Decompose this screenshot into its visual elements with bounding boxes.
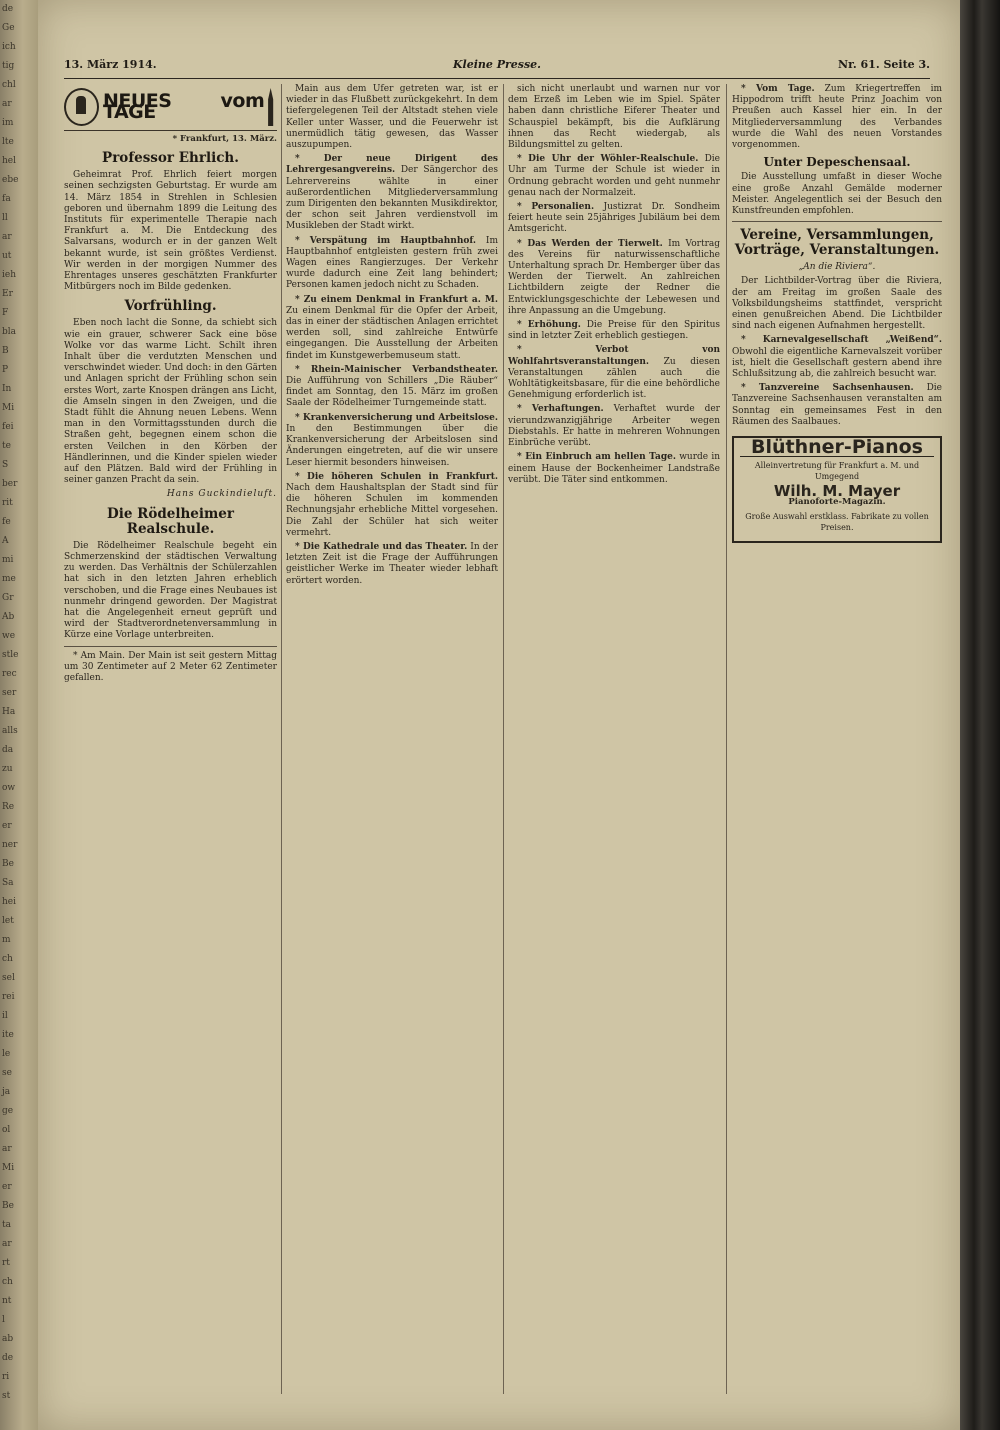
article-signature: Hans Guckindieluft. bbox=[166, 489, 277, 500]
item-tanzvereine bbox=[732, 383, 942, 428]
item-verhaftungen bbox=[508, 404, 720, 449]
item-tierwelt-title: * Das Werden der Tierwelt. bbox=[517, 238, 663, 249]
newspaper-page bbox=[38, 0, 960, 1430]
margin-fragment: fa bbox=[2, 194, 11, 204]
margin-fragment: hel bbox=[2, 156, 17, 166]
item-uhr bbox=[508, 154, 720, 199]
header-paper-title: Kleine Presse. bbox=[452, 58, 542, 71]
advertisement-bluethner bbox=[732, 436, 942, 542]
margin-fragment: rec bbox=[2, 669, 17, 679]
item-kathedrale-title: * Die Kathedrale und das Theater. bbox=[295, 541, 468, 552]
item-denkmal-body: Zu einem Denkmal für die Opfer der Arbeit, das in einer der städtischen Anlagen errichtet werden soll, sind zahlreiche Entwürfe eingegangen. Die Ausstellung der Arbeiten findet im Kunstgewerbemuseum statt. bbox=[286, 305, 498, 361]
item-vom-tage-body: Zum Kriegertreffen im Hippodrom trifft heute Prinz Joachim von Preußen auch Kassel hier ein. In der Mitgliederversammlung des Verbandes wurde die Wahl des neuen Vorstandes vorgenommen. bbox=[732, 84, 942, 151]
item-schulen-body: Nach dem Haushaltsplan der Stadt sind für die höheren Schulen im kommenden Rechnungsjahr erhebliche Mittel vorgesehen. Die Zahl der Schüler hat sich weiter vermehrt. bbox=[286, 482, 498, 538]
item-erhoehung-body: Die Preise für den Spiritus sind in letzter Zeit erheblich gestiegen. bbox=[508, 320, 720, 342]
margin-fragment: il bbox=[2, 1011, 8, 1021]
article-vorfruehling-body: Eben noch lacht die Sonne, da schiebt sich wie ein grauer, schwerer Sack eine böse Wolke vor das warme Licht. Schilt ihren Inhalt über die verdutzten Menschen und verschwindet wieder. Und doch: in den Gärten und Anlagen spricht der Frühling schon sein erstes Wort, zarte Knospen drängen ans Licht, die Amseln singen in den Zweigen, und die Stadt fühlt die Ahnung neuen Lebens. Wenn man in den Vormittagsstunden durch die Straßen geht, begegnen einem schon die ersten Veilchen in den Körben der Händlerinnen, und die Kinder spielen wieder auf den Plätzen. Bald wird der Frühling in seiner ganzen Pracht da sein. bbox=[64, 318, 277, 486]
margin-fragment: zu bbox=[2, 764, 13, 774]
margin-fragment: fei bbox=[2, 422, 14, 432]
margin-fragment: A bbox=[2, 536, 9, 546]
margin-fragment: ar bbox=[2, 99, 12, 109]
margin-fragment: alls bbox=[2, 726, 18, 736]
headline-depeschensaal: Unter Depeschensaal. bbox=[763, 155, 911, 170]
page-header bbox=[64, 56, 930, 79]
item-vom-tage bbox=[732, 84, 942, 151]
item-wohlfahrt-body: Zu diesen Veranstaltungen zählen auch die Wohltätigkeitsbasare, für die eine behördliche Genehmigung erforderlich ist. bbox=[508, 356, 720, 401]
margin-fragment: ar bbox=[2, 1239, 12, 1249]
item-hauptbahnhof bbox=[286, 236, 498, 292]
item-krankenversicherung-title: * Krankenversicherung und Arbeitslose. bbox=[295, 412, 498, 423]
margin-fragment: In bbox=[2, 384, 12, 394]
book-binding-edge bbox=[960, 0, 1000, 1430]
margin-fragment: tig bbox=[2, 61, 15, 71]
margin-fragment: ar bbox=[2, 1144, 12, 1154]
masthead-title: NEUES vom TAGE bbox=[102, 89, 265, 123]
item-karneval-body: Obwohl die eigentliche Karnevalszeit vorüber ist, hielt die Gesellschaft gestern abend ihre Schlußsitzung ab, die zahlreich besucht war. bbox=[732, 346, 942, 380]
divider bbox=[732, 221, 942, 222]
margin-fragment: let bbox=[2, 916, 14, 926]
margin-fragment: ser bbox=[2, 688, 17, 698]
margin-fragment: Ha bbox=[2, 707, 16, 717]
ad-firm: Wilh. M. Mayer bbox=[773, 481, 901, 500]
margin-fragment: me bbox=[2, 574, 16, 584]
margin-fragment: mi bbox=[2, 555, 14, 565]
item-theater-title: * Rhein-Mainischer Verbandstheater. bbox=[295, 364, 498, 375]
item-uhr-title: * Die Uhr der Wöhler-Realschule. bbox=[517, 154, 699, 165]
margin-fragment: im bbox=[2, 118, 14, 128]
margin-fragment: Sa bbox=[2, 878, 14, 888]
article-ehrlich-body: Geheimrat Prof. Ehrlich feiert morgen seinen sechzigsten Geburtstag. Er wurde am 14. März 1854 in Strehlen in Schlesien geboren und übernahm 1899 die Leitung des Instituts für experimentelle Therapie nach Frankfurt a. M. Die Entdeckung des Salvarsans, wodurch er in der ganzen Welt bekannt wurde, ist sein größtes Verdienst. Wir werden in der morgigen Nummer des Ehrentages unseres geschätzten Frankfurter Mitbürgers noch im Bilde gedenken. bbox=[64, 170, 277, 293]
column-2 bbox=[286, 84, 498, 1394]
margin-fragment: ab bbox=[2, 1334, 14, 1344]
section-vereine-subtitle: „An die Riviera“. bbox=[798, 262, 876, 273]
header-page-number: Nr. 61. Seite 3. bbox=[838, 58, 930, 71]
margin-fragment: le bbox=[2, 1049, 11, 1059]
city-crest-icon bbox=[64, 88, 99, 126]
item-kathedrale-body: In der letzten Zeit ist die Frage der Aufführungen geistlicher Werke im Theater wieder lebhaft erörtert worden. bbox=[286, 541, 498, 586]
margin-fragment: m bbox=[2, 935, 11, 945]
margin-fragment: bla bbox=[2, 327, 17, 337]
headline-vereine: Vereine, Versammlungen, Vorträge, Veranstaltungen. bbox=[734, 227, 940, 259]
divider bbox=[64, 646, 277, 647]
margin-fragment: we bbox=[2, 631, 16, 641]
column-rule bbox=[281, 84, 282, 1394]
margin-fragment: Re bbox=[2, 802, 15, 812]
margin-fragment: S bbox=[2, 460, 9, 470]
margin-fragment: Mi bbox=[2, 403, 15, 413]
headline-realschule: Die Rödelheimer Realschule. bbox=[106, 505, 235, 537]
column-rule bbox=[726, 84, 727, 1394]
margin-fragment: ol bbox=[2, 1125, 11, 1135]
headline-ehrlich: Professor Ehrlich. bbox=[102, 150, 239, 167]
margin-fragment: Er bbox=[2, 289, 13, 299]
item-einbruch bbox=[508, 452, 720, 486]
margin-fragment: sel bbox=[2, 973, 15, 983]
margin-fragment: ch bbox=[2, 1277, 13, 1287]
article-realschule-body: Die Rödelheimer Realschule begeht ein Schmerzenskind der städtischen Verwaltung zu werden. Das Verhältnis der Schülerzahlen hat sich in den letzten Jahren erheblich verschoben, und die Frage eines Neubaues ist nunmehr dringend geworden. Der Magistrat hat die Angelegenheit erneut geprüft und wird der Stadtverordnetenversammlung in Kürze eine Vorlage unterbreiten. bbox=[64, 540, 277, 641]
margin-fragment: ta bbox=[2, 1220, 11, 1230]
item-kathedrale bbox=[286, 542, 498, 587]
margin-fragment: ite bbox=[2, 1030, 14, 1040]
margin-fragment: ge bbox=[2, 1106, 14, 1116]
article-continued-body: sich nicht unerlaubt und warnen nur vor dem Erzeß im Leben wie im Spiel. Später haben dann christliche Eiferer Theater und Schauspiel bekämpft, bis die Aufklärung ihnen das Recht wiedergab, als Bildungsmittel zu gelten. bbox=[508, 84, 720, 151]
margin-fragment: st bbox=[2, 1391, 11, 1401]
column-rule bbox=[503, 84, 504, 1394]
item-tierwelt-body: Im Vortrag des Vereins für naturwissenschaftliche Unterhaltung sprach Dr. Hemberger über das Werden der Tierwelt. An zahlreichen Lichtbildern zeigte der Redner die Entwicklungsgeschichte der Lebewesen und ihre Anpassung an die Umgebung. bbox=[508, 238, 720, 316]
margin-fragment: rei bbox=[2, 992, 15, 1002]
item-krankenversicherung bbox=[286, 413, 498, 469]
margin-fragment: er bbox=[2, 1182, 12, 1192]
margin-fragment: hei bbox=[2, 897, 17, 907]
ad-category: Pianoforte-Magazin. bbox=[788, 496, 886, 507]
margin-fragment: Be bbox=[2, 859, 14, 869]
margin-fragment: nt bbox=[2, 1296, 12, 1306]
margin-fragment: ch bbox=[2, 954, 13, 964]
headline-vorfruehling: Vorfrühling. bbox=[124, 298, 217, 315]
margin-fragment: lte bbox=[2, 137, 14, 147]
item-wohlfahrt-title: * Verbot von Wohlfahrtsveranstaltungen. bbox=[508, 345, 720, 367]
item-hauptbahnhof-body: Im Hauptbahnhof entgleisten gestern früh zwei Wagen eines Rangierzuges. Der Verkehr wurde dadurch eine Zeit lang behindert; Personen kamen jedoch nicht zu Schaden. bbox=[286, 235, 498, 291]
item-erhoehung-title: * Erhöhung. bbox=[517, 320, 581, 331]
column-1 bbox=[64, 84, 277, 1394]
margin-fragment: chl bbox=[2, 80, 16, 90]
ad-brand: Blüthner-Pianos bbox=[740, 442, 934, 457]
item-hauptbahnhof-title: * Verspätung im Hauptbahnhof. bbox=[295, 235, 477, 246]
item-denkmal-title: * Zu einem Denkmal in Frankfurt a. M. bbox=[295, 294, 498, 305]
header-date: 13. März 1914. bbox=[64, 58, 157, 71]
brief-main: * Am Main. Der Main ist seit gestern Mittag um 30 Zentimeter auf 2 Meter 62 Zentimeter gefallen. bbox=[64, 650, 277, 683]
item-schulen bbox=[286, 472, 498, 539]
margin-fragment: te bbox=[2, 441, 11, 451]
item-uhr-body: Die Uhr am Turme der Schule ist wieder in Ordnung gebracht worden und geht nunmehr genau nach der Normalzeit. bbox=[508, 154, 720, 198]
margin-fragment: ri bbox=[2, 1372, 10, 1382]
item-wohlfahrt bbox=[508, 345, 720, 401]
margin-fragment: l bbox=[2, 1315, 5, 1325]
masthead bbox=[64, 84, 277, 131]
margin-fragment: Mi bbox=[2, 1163, 15, 1173]
item-verhaftungen-body: Verhaftet wurde der vierundzwanzigjährige Arbeiter wegen Diebstahls. Er hatte in mehreren Wohnungen Einbrüche verübt. bbox=[508, 404, 720, 449]
item-erhoehung bbox=[508, 320, 720, 342]
item-verhaftungen-title: * Verhaftungen. bbox=[517, 404, 604, 415]
margin-fragment: rt bbox=[2, 1258, 10, 1268]
margin-fragment: ow bbox=[2, 783, 16, 793]
margin-fragment: se bbox=[2, 1068, 12, 1078]
item-einbruch-body: wurde in einem Hause der Bockenheimer Landstraße verübt. Die Täter sind entkommen. bbox=[508, 452, 720, 485]
column-3 bbox=[508, 84, 720, 1394]
margin-fragment: P bbox=[2, 365, 9, 375]
margin-fragment: de bbox=[2, 1353, 14, 1363]
item-dirigent-title: * Der neue Dirigent des Lehrergesangvereins. bbox=[286, 154, 498, 176]
section-depeschensaal-body: Die Ausstellung umfaßt in dieser Woche eine große Anzahl Gemälde moderner Meister. Angelegentlich sei der Besuch den Kunstfreunden empfohlen. bbox=[732, 172, 942, 217]
item-tierwelt bbox=[508, 239, 720, 317]
margin-fragment: Be bbox=[2, 1201, 14, 1211]
margin-fragment: fe bbox=[2, 517, 11, 527]
adjacent-page-edge bbox=[0, 0, 38, 1430]
item-dirigent bbox=[286, 154, 498, 232]
ad-note: Große Auswahl erstklass. Fabrikate zu vollen Preisen. bbox=[745, 512, 929, 533]
item-personalien bbox=[508, 202, 720, 236]
margin-fragment: B bbox=[2, 346, 9, 356]
item-theater-body: Die Aufführung von Schillers „Die Räuber“ findet am Sonntag, den 15. März im großen Saale der Rödelheimer Turngemeinde statt. bbox=[286, 376, 498, 409]
dateline: * Frankfurt, 13. März. bbox=[172, 134, 277, 144]
margin-fragment: de bbox=[2, 4, 14, 14]
margin-fragment: Gr bbox=[2, 593, 14, 603]
item-denkmal bbox=[286, 295, 498, 362]
margin-fragment: rit bbox=[2, 498, 13, 508]
margin-fragment: ieh bbox=[2, 270, 17, 280]
item-tanzvereine-title: * Tanzvereine Sachsenhausen. bbox=[741, 383, 914, 394]
ad-tagline: Alleinvertretung für Frankfurt a. M. und Umgegend bbox=[754, 461, 920, 482]
column-4 bbox=[732, 84, 942, 1394]
margin-fragment: F bbox=[2, 308, 9, 318]
cathedral-tower-icon bbox=[264, 88, 277, 126]
margin-fragment: ja bbox=[2, 1087, 11, 1097]
item-personalien-title: * Personalien. bbox=[517, 202, 595, 213]
item-personalien-body: Justizrat Dr. Sondheim feiert heute sein 25jähriges Jubiläum bei dem Amtsgericht. bbox=[508, 202, 720, 235]
item-krankenversicherung-body: In den Bestimmungen über die Krankenversicherung der Arbeitslosen sind Änderungen eingetreten, auf die wir unsere Leser hiermit besonders hinweisen. bbox=[286, 423, 498, 468]
article-continued-body: Main aus dem Ufer getreten war, ist er wieder in das Flußbett zurückgekehrt. In dem tiefergelegenen Teil der Altstadt stehen viele Keller unter Wasser, und die Feuerwehr ist unermüdlich tätig gewesen, das Wasser auszupumpen. bbox=[286, 84, 498, 151]
margin-fragment: da bbox=[2, 745, 14, 755]
item-einbruch-title: * Ein Einbruch am hellen Tage. bbox=[517, 452, 676, 463]
margin-fragment: stle bbox=[2, 650, 19, 660]
item-karneval-title: * Karnevalgesellschaft „Weißend“. bbox=[741, 335, 942, 346]
margin-fragment: ar bbox=[2, 232, 12, 242]
item-tanzvereine-body: Die Tanzvereine Sachsenhausen veranstalten am Sonntag ein gemeinsames Fest in den Räumen des Saalbaues. bbox=[732, 383, 942, 427]
margin-fragment: Ab bbox=[2, 612, 15, 622]
margin-fragment: ll bbox=[2, 213, 8, 223]
item-karneval bbox=[732, 335, 942, 380]
margin-fragment: ut bbox=[2, 251, 12, 261]
section-vereine-body: Der Lichtbilder-Vortrag über die Riviera, der am Freitag im großen Saale des Volksbildungsheims stattfindet, verspricht einen genußreichen Abend. Die Lichtbilder sind nach eigenen Aufnahmen hergestellt. bbox=[732, 276, 942, 332]
item-theater bbox=[286, 365, 498, 410]
margin-fragment: Ge bbox=[2, 23, 15, 33]
margin-fragment: er bbox=[2, 821, 12, 831]
margin-fragment: ich bbox=[2, 42, 16, 52]
margin-fragment: ber bbox=[2, 479, 18, 489]
item-vom-tage-title: * Vom Tage. bbox=[741, 84, 815, 94]
item-dirigent-body: Der Sängerchor des Lehrervereins wählte in einer außerordentlichen Mitgliederversammlung zum Dirigenten den bekannten Musikdirektor, der schon seit Jahren verdienstvoll im Musikleben der Stadt wirkt. bbox=[286, 165, 498, 232]
margin-fragment: ner bbox=[2, 840, 18, 850]
item-schulen-title: * Die höheren Schulen in Frankfurt. bbox=[295, 471, 498, 482]
margin-fragment: ebe bbox=[2, 175, 19, 185]
